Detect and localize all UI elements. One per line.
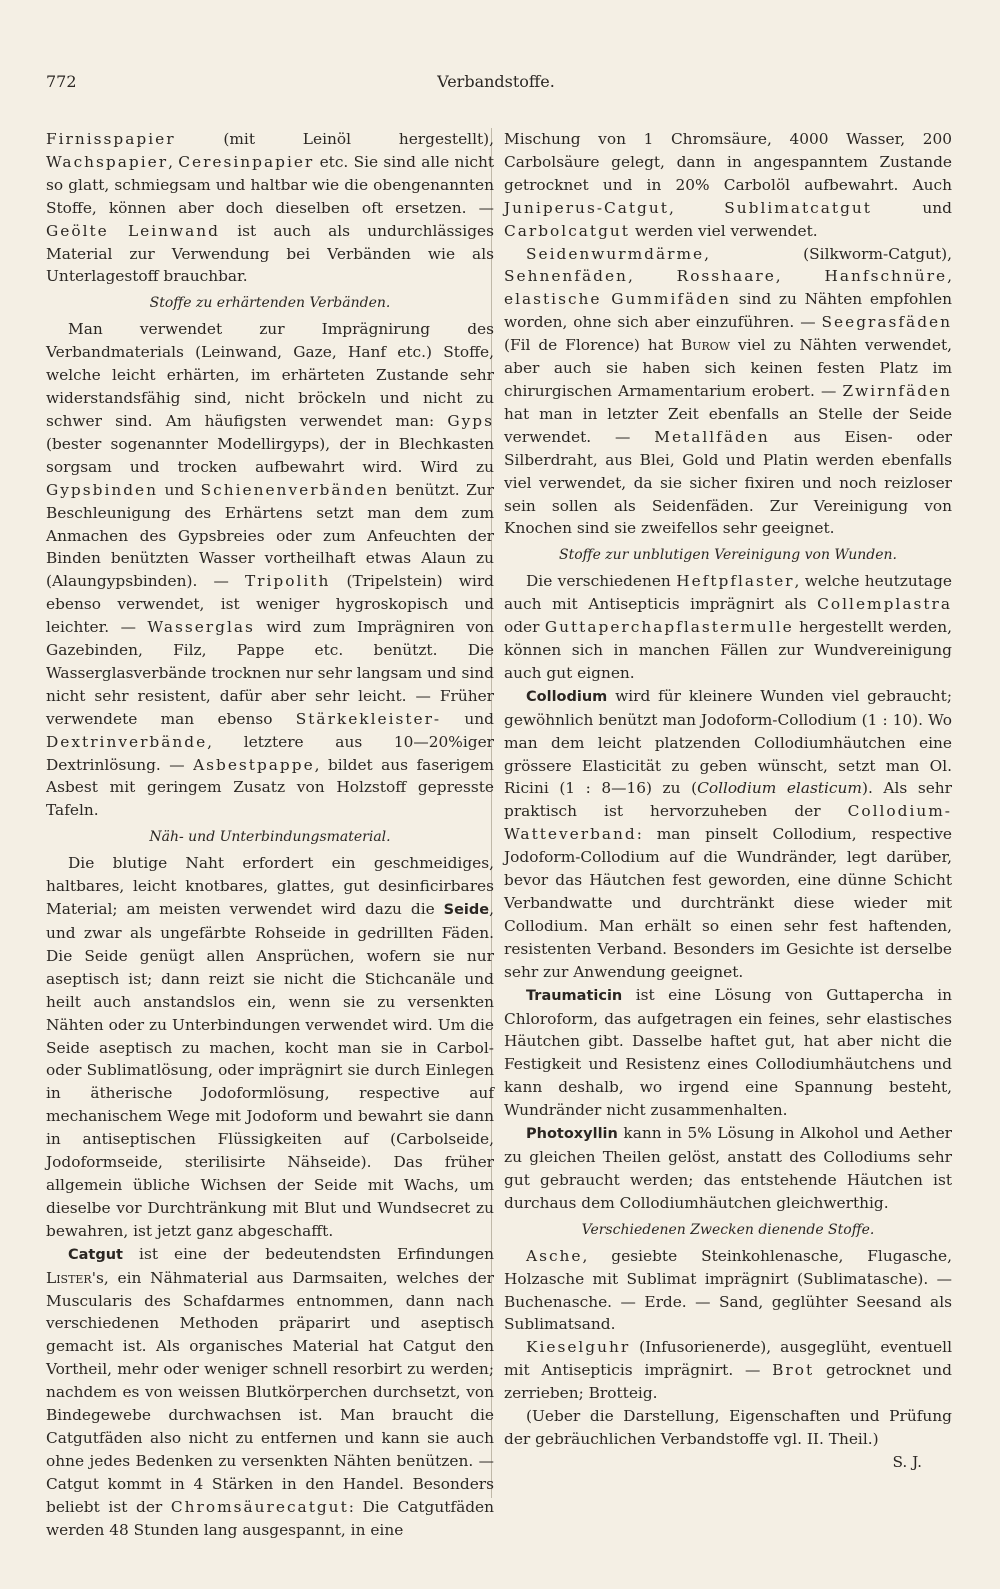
page-header <box>46 72 946 96</box>
bold-term: Seide <box>443 902 490 919</box>
text: etc. Sie sind alle nicht so glatt, schmiegsam und haltbar wie die obengenannten Stoffe, können aber doch dieselben oft ersetzen. — <box>46 152 494 217</box>
term: Schienenverbänden <box>200 480 390 499</box>
text: : man pinselt Collodium, respective Jodoform-Collodium auf die Wundränder, legt darüber, bevor das Häutchen fest geworden, eine dünne Schicht Verbandwatte und durchtränkt diese wieder mit Collodium. Man erhält so einen sehr fest haftenden, resistenten Verband. Besonders im Gesichte ist derselbe sehr zur Anwendung geeignet. <box>504 825 952 981</box>
text: , (Silkworm-Catgut), <box>704 244 952 263</box>
paragraph <box>504 570 952 685</box>
bold-term: Photoxyllin <box>526 1126 618 1143</box>
text: Mischung von 1 Chromsäure, 4000 Wasser, 200 Carbolsäure gelegt, dann in angespanntem Zustande getrocknet und in 20% Carbolöl aufbewahrt. Auch <box>504 130 952 194</box>
text: (Tripelstein) wird ebenso verwendet, ist weniger hygroskopisch und leichter. — <box>46 572 494 637</box>
bold-term: Traumaticin <box>526 987 623 1004</box>
signature: S. J. <box>892 1452 922 1471</box>
term: Firnisspapier <box>46 130 176 148</box>
paragraph <box>46 852 494 1242</box>
term: Metallfäden <box>654 427 770 446</box>
text: Man verwendet zur Imprägnirung des Verbandmaterials (Leinwand, Gaze, Hanf etc.) Stoffe, welche leicht erhärten, im erhärteten Zustande sehr widerstandsfähig sind, nicht bröckeln und nicht zu schwer sind. Am häufigsten verwendet man: <box>46 320 494 430</box>
section-heading: Stoffe zu erhärtenden Verbänden. <box>149 295 391 312</box>
paragraph <box>46 1243 494 1542</box>
text: , <box>668 198 725 217</box>
term: Geölte Leinwand <box>46 221 220 240</box>
term: Carbolcatgut <box>504 221 630 240</box>
term: Sehnenfäden <box>504 267 628 286</box>
term: Wachspapier <box>46 152 169 171</box>
text: Die verschiedenen <box>526 572 677 591</box>
section-heading: Näh- und Unterbindungsmaterial. <box>149 829 391 846</box>
term: Zwirnfäden <box>842 381 952 400</box>
text: wird für kleinere Wunden viel gebraucht; gewöhnlich benützt man Jodoform-Collodium (1 : 10). Wo man dem leicht platzenden Collodiumhäutchen eine grössere Elasticität zu geben wünscht, setzt man Ol. Ricini (1 : 8—16) zu ( <box>504 686 952 798</box>
text: (bester sogenannter Modellirgyps), der in Blechkasten sorgsam und trocken aufbewahrt wird. Wird zu <box>46 434 494 476</box>
text: sind zu Nähten empfohlen worden, ohne sich aber einzuführen. — <box>504 290 952 332</box>
text: , gesiebte Steinkohlenasche, Flugasche, Holzasche mit Sublimat imprägnirt (Sublimatasche). — Buchenasche. — Erde. — Sand, geglühter Seesand als Sublimatsand. <box>504 1246 952 1334</box>
term: Asche <box>526 1246 583 1265</box>
term: Dextrinverbände <box>46 732 208 751</box>
paragraph <box>504 1122 952 1215</box>
text: und <box>441 709 494 728</box>
term: Rosshaare <box>676 267 776 286</box>
text: (Fil de Florence) hat <box>504 336 681 355</box>
text: , <box>168 152 179 171</box>
section-heading: Verschiedenen Zwecken dienende Stoffe. <box>581 1221 875 1238</box>
left-column <box>46 128 495 1539</box>
paragraph <box>46 318 494 822</box>
term: Collemplastra <box>817 595 952 614</box>
paragraph <box>46 128 494 288</box>
term: Sublimatcatgut <box>724 198 872 217</box>
author-name: Lister <box>46 1268 92 1287</box>
text: und <box>871 198 952 217</box>
text: wird zum Imprägniren von Gazebinden, Filz, Pappe etc. benützt. Die Wasserglasverbände trocknen nur sehr langsam und sind nicht sehr resistent, dafür aber sehr leicht. — Früher verwendete man ebenso <box>46 618 494 728</box>
term: Seegrasfäden <box>821 313 952 332</box>
text: kann in 5% Lösung in Alkohol und Aether zu gleichen Theilen gelöst, anstatt des Collodiums sehr gut gebraucht werden; das entstehende Häutchen ist durchaus dem Collodiumhäutchen gleichwerthig. <box>504 1124 952 1212</box>
text: werden viel verwendet. <box>629 221 818 240</box>
italic-term: Collodium elasticum <box>697 779 862 798</box>
text: , welche heutzutage auch mit Antisepticis imprägnirt als <box>504 572 952 614</box>
text: , letztere aus 10—20%iger Dextrinlösung. — <box>46 732 494 774</box>
term: Seidenwurmdärme <box>526 244 705 263</box>
term: Stärkekleister- <box>295 709 442 728</box>
paragraph <box>504 1336 952 1405</box>
text: (Infusorienerde), ausgeglüht, eventuell mit Antisepticis imprägnirt. — <box>504 1338 952 1380</box>
running-title: Verbandstoffe. <box>437 72 555 91</box>
text: getrocknet und zerrieben; Brotteig. <box>504 1361 952 1403</box>
text: hergestellt werden, können sich in manchen Fällen zur Wundvereinigung auch gut eignen. <box>504 618 952 682</box>
text: ist eine der bedeutendsten Erfindungen <box>123 1244 494 1263</box>
paragraph: (Ueber die Darstellung, Eigenschaften und Prüfung der gebräuchlichen Verbandstoffe vgl. II. Theil.) <box>504 1407 952 1448</box>
text: ). Als sehr praktisch ist hervorzuheben der <box>504 779 953 821</box>
page-number: 772 <box>46 72 77 91</box>
section-heading: Stoffe zur unblutigen Vereinigung von Wunden. <box>559 547 897 564</box>
author-name: Burow <box>680 336 731 355</box>
text: ist eine Lösung von Guttapercha in Chloroform, das aufgetragen ein feines, sehr elastisches Häutchen gibt. Dasselbe haftet gut, hat aber nicht die Festigkeit und Resistenz eines Collodiumhäutchens und kann deshalb, wo irgend eine Spannung besteht, Wundränder nicht zusammenhalten. <box>504 985 952 1120</box>
text: viel zu Nähten verwendet, aber auch sie haben sich keinen festen Platz im chirurgischen Armamentarium erobert. — <box>504 336 952 400</box>
text: 's, ein Nähmaterial aus Darmsaiten, welches der Muscularis des Schafdarmes entnommen, dann nach verschiedenen Methoden präparirt und aseptisch gemacht ist. Als organisches Material hat Catgut den Vortheil, mehr oder weniger schnell resorbirt zu werden; nachdem es von weissen Blutkörperchen durchsetzt, von Bindegewebe durchwachsen ist. Man braucht die Catgutfäden also nicht zu entfernen und kann sie auch ohne jedes Bedenken zu versenkten Nähten benützen. — Catgut kommt in 4 Stärken in den Handel. Besonders beliebt ist der <box>46 1268 494 1516</box>
term: Gyps <box>447 411 494 430</box>
paragraph <box>504 128 952 243</box>
term: elastische Gummifäden <box>504 290 731 309</box>
bold-term: Collodium <box>526 688 608 705</box>
term: Collodium-Watteverband <box>504 802 952 844</box>
term: Chromsäurecatgut <box>170 1497 349 1516</box>
term: Heftpflaster <box>676 572 795 591</box>
text: ist auch als undurchlässiges Material zur Verwendung bei Verbänden wie als Unterlagestoff brauchbar. <box>46 221 494 286</box>
text: aus Eisen- oder Silberdraht, aus Blei, Gold und Platin werden ebenfalls viel verwendet, da sie sicher fixiren und noch reizloser sein sollen als Seidenfäden. Zur Vereinigung von Knochen sind sie zweifellos sehr geeignet. <box>504 427 952 538</box>
term: Hanfschnüre <box>824 267 948 286</box>
text: , bildet aus faserigem Asbest mit geringem Zusatz von Holzstoff gepresste Tafeln. <box>46 755 494 820</box>
term: Kieselguhr <box>526 1338 631 1357</box>
term: Wasserglas <box>147 618 255 637</box>
term: Juniperus-Catgut <box>504 198 669 217</box>
text: (mit Leinöl hergestellt), <box>175 130 494 148</box>
term: Guttaperchapflastermulle <box>544 618 794 637</box>
term: Tripolith <box>244 572 331 591</box>
term: Ceresinpapier <box>178 152 315 171</box>
term: Brot <box>772 1361 815 1380</box>
right-column <box>504 128 952 1528</box>
text: , <box>947 267 952 286</box>
text: Die blutige Naht erfordert ein geschmeidiges, haltbares, leicht knotbares, glattes, gut desinficirbares Material; am meisten verwendet wird dazu die <box>46 854 494 919</box>
text: , <box>627 267 677 286</box>
bold-term: Catgut <box>68 1246 123 1263</box>
paragraph <box>504 685 952 984</box>
text: benützt. Zur Beschleunigung des Erhärtens setzt man dem zum Anmachen des Gypsbreies oder zum Anfeuchten der Binden benützten Wasser vortheilhaft etwas Alaun zu (Alaungypsbinden). — <box>46 480 495 591</box>
paragraph <box>504 984 952 1122</box>
text: und <box>158 480 201 499</box>
text: : Die Catgutfäden werden 48 Stunden lang ausgespannt, in eine <box>46 1497 495 1539</box>
text: , <box>775 267 825 286</box>
paragraph <box>504 1245 952 1337</box>
text: oder <box>504 618 545 637</box>
term: Asbestpappe <box>193 755 315 774</box>
term: Gypsbinden <box>46 480 159 499</box>
text: hat man in letzter Zeit ebenfalls an Stelle der Seide verwendet. — <box>504 404 952 446</box>
text: , und zwar als ungefärbte Rohseide in gedrillten Fäden. Die Seide genügt allen Ansprüchen, wofern sie nur aseptisch ist; dann reizt sie nicht die Stichcanäle und heilt auch anstandslos ein, wenn sie zu versenkten Nähten oder zu Unterbindungen verwendet wird. Um die Seide aseptisch zu machen, kocht man sie in Carbol- oder Sublimatlösung, oder imprägnirt sie durch Einlegen in ätherische Jodoformlösung, respective auf mechanischem Wege mit Jodoform und bewahrt sie dann in antiseptischen Flüssigkeiten auf (Carbolseide, Jodoformseide, sterilisirte Nähseide). Das früher allgemein übliche Wichsen der Seide mit Wachs, um dieselbe vor Durchtränkung mit Blut und Wundsecret zu bewahren, ist jetzt ganz abgeschafft. <box>46 900 494 1240</box>
paragraph <box>504 243 952 541</box>
